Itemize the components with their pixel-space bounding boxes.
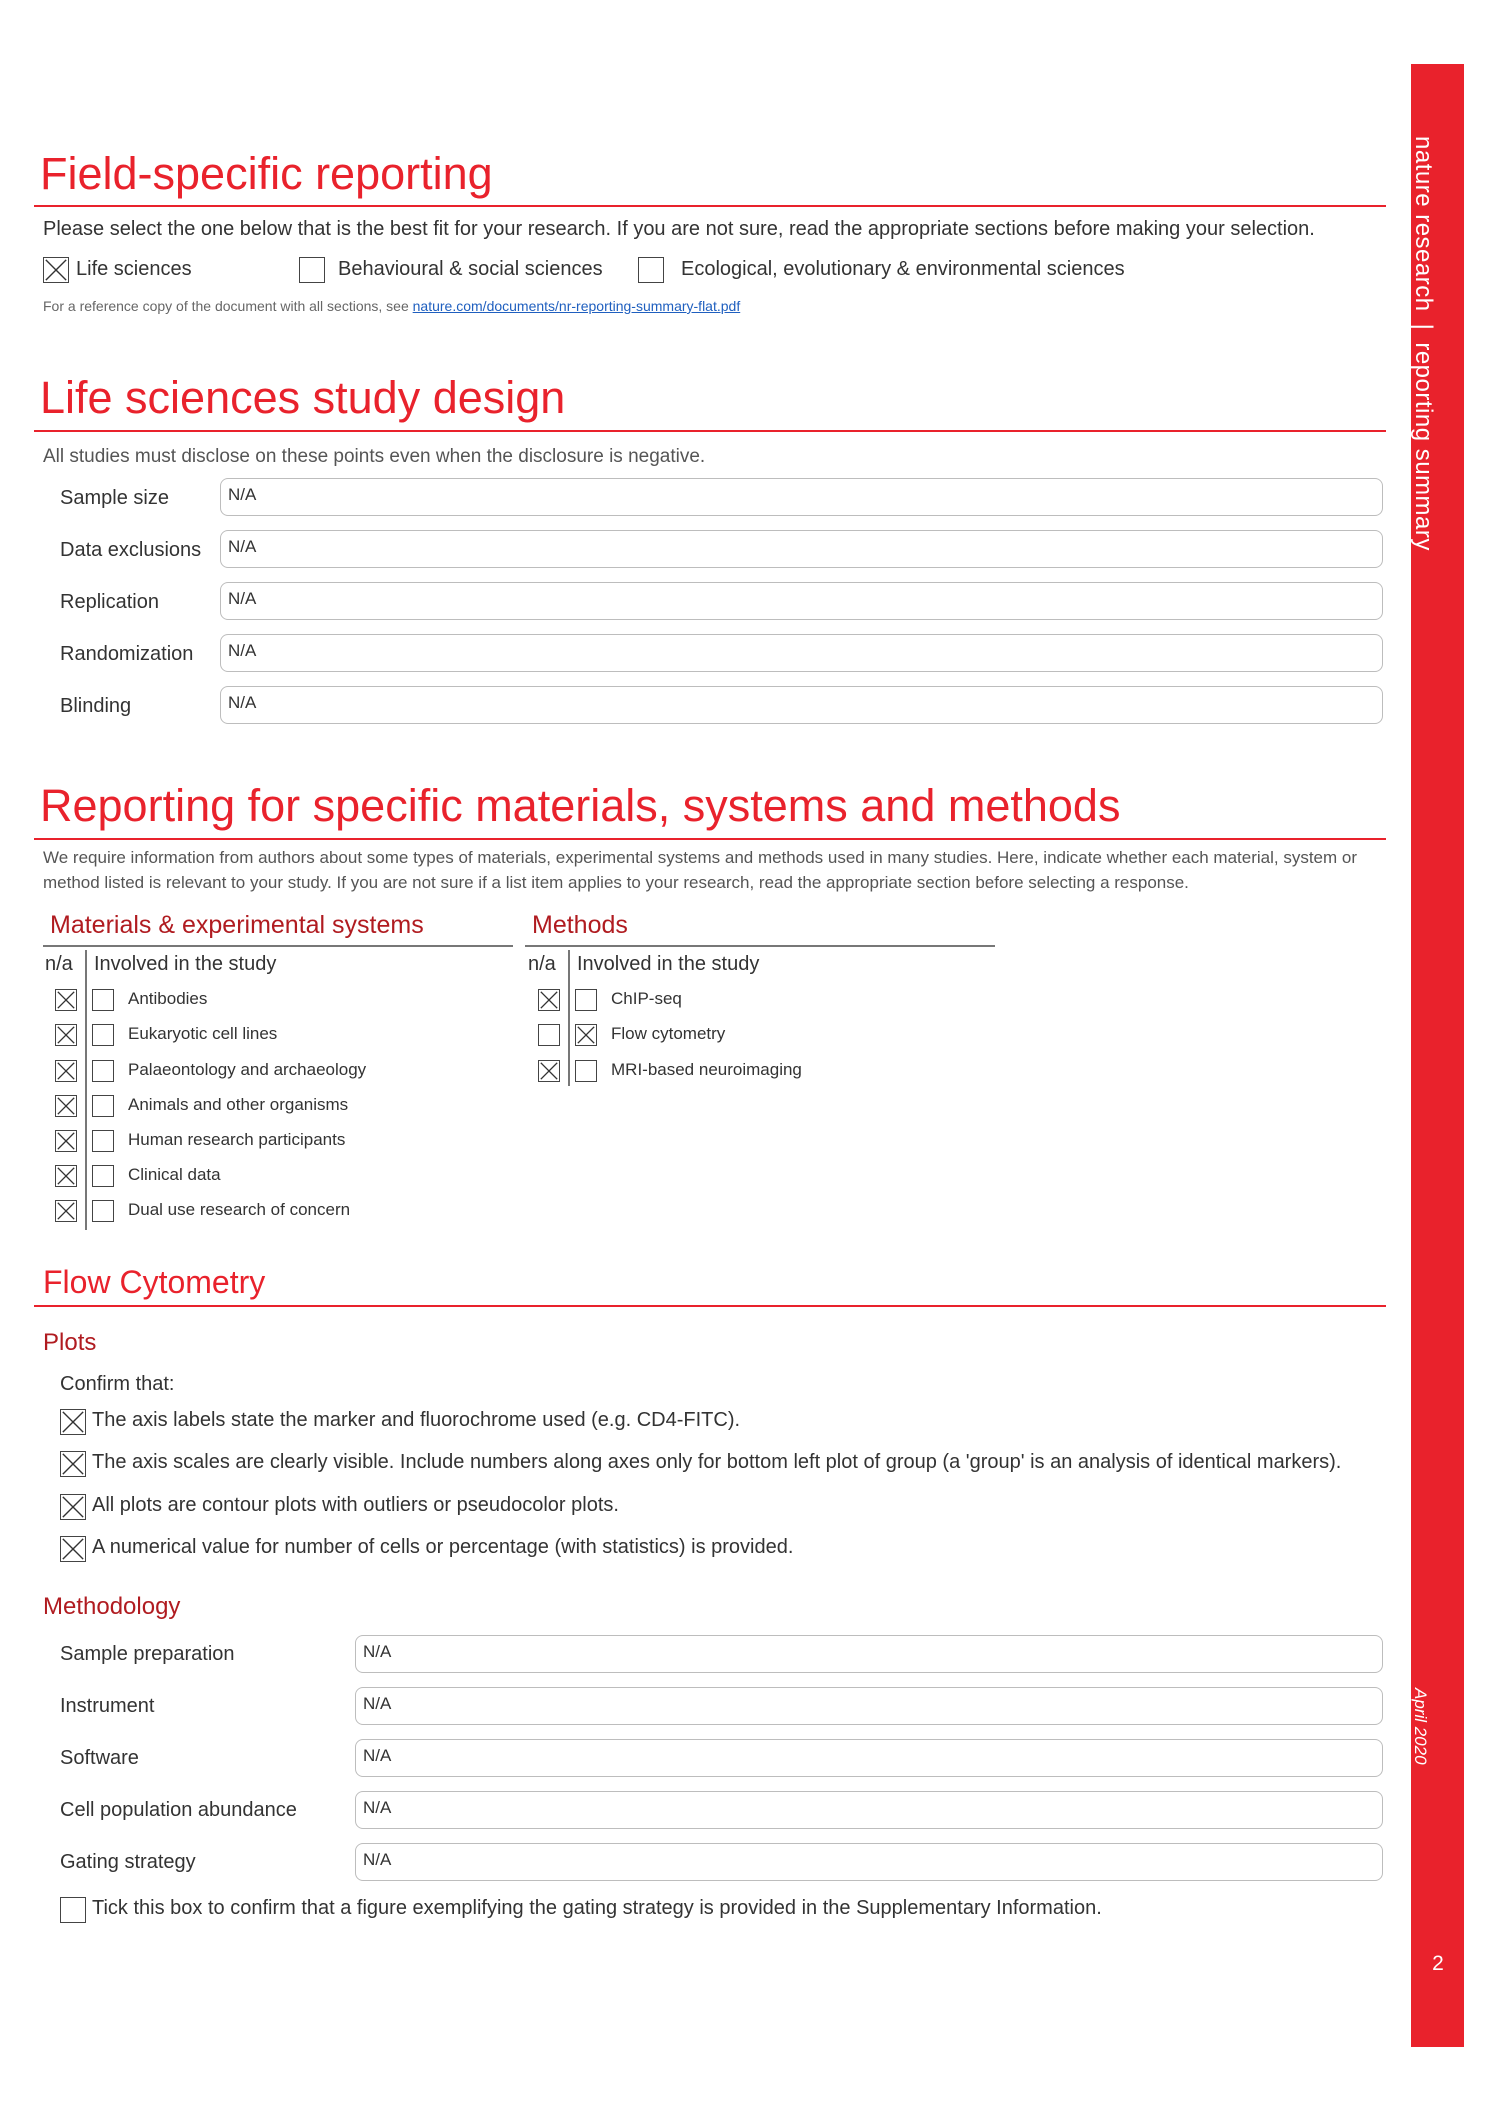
methods-title: Methods	[532, 911, 628, 939]
checkbox-flow-cytometry-na[interactable]	[538, 1024, 560, 1046]
checkbox-ecological[interactable]	[638, 257, 664, 283]
checkbox-clinical-data-na[interactable]	[55, 1165, 77, 1187]
checkbox-plot-numerical[interactable]	[60, 1536, 86, 1562]
label-software: Software	[60, 1747, 139, 1769]
methodology-title: Methodology	[43, 1593, 181, 1620]
plot-confirm-numerical: A numerical value for number of cells or percentage (with statistics) is provided.	[92, 1536, 794, 1558]
gating-figure-confirm: Tick this box to confirm that a figure exemplifying the gating strategy is provided in the Supplementary Information.	[92, 1897, 1102, 1919]
gating-strategy-field[interactable]: N/A	[355, 1843, 1383, 1881]
checkbox-plot-contour[interactable]	[60, 1494, 86, 1520]
checkbox-human-participants-na[interactable]	[55, 1130, 77, 1152]
confirm-label: Confirm that:	[60, 1373, 175, 1395]
item-dual-use: Dual use research of concern	[128, 1200, 351, 1219]
materials-divider	[85, 950, 87, 1230]
item-antibodies: Antibodies	[128, 989, 208, 1008]
materials-rule	[43, 945, 513, 947]
label-data-exclusions: Data exclusions	[60, 539, 202, 561]
brand-name: nature research	[1410, 136, 1437, 312]
materials-col-na: n/a	[45, 953, 73, 975]
instrument-field[interactable]: N/A	[355, 1687, 1383, 1725]
plots-title: Plots	[43, 1329, 97, 1356]
item-flow-cytometry: Flow cytometry	[611, 1024, 726, 1043]
checkbox-mri-na[interactable]	[538, 1060, 560, 1082]
option-label-life-sciences: Life sciences	[76, 258, 192, 280]
brand-separator: |	[1410, 323, 1437, 331]
checkbox-animals-involved[interactable]	[92, 1095, 114, 1117]
section-divider	[34, 1305, 1386, 1307]
checkbox-gating-figure[interactable]	[60, 1897, 86, 1923]
item-eukaryotic-cell-lines: Eukaryotic cell lines	[128, 1024, 278, 1043]
sample-size-field[interactable]: N/A	[220, 478, 1383, 516]
checkbox-chip-seq-involved[interactable]	[575, 989, 597, 1011]
item-clinical-data: Clinical data	[128, 1165, 221, 1184]
checkbox-antibodies-na[interactable]	[55, 989, 77, 1011]
section-title-flow-cytometry: Flow Cytometry	[43, 1264, 266, 1300]
checkbox-cell-lines-na[interactable]	[55, 1024, 77, 1046]
label-sample-size: Sample size	[60, 487, 169, 509]
checkbox-antibodies-involved[interactable]	[92, 989, 114, 1011]
item-animals: Animals and other organisms	[128, 1095, 349, 1114]
label-randomization: Randomization	[60, 643, 194, 665]
replication-field[interactable]: N/A	[220, 582, 1383, 620]
methods-divider	[568, 950, 570, 1086]
checkbox-mri-involved[interactable]	[575, 1060, 597, 1082]
checkbox-life-sciences[interactable]	[43, 257, 69, 283]
label-blinding: Blinding	[60, 695, 132, 717]
item-human-participants: Human research participants	[128, 1130, 346, 1149]
materials-title: Materials & experimental systems	[50, 911, 424, 939]
checkbox-flow-cytometry-involved[interactable]	[575, 1024, 597, 1046]
checkbox-behavioural-social[interactable]	[299, 257, 325, 283]
plot-confirm-axis-scales: The axis scales are clearly visible. Include numbers along axes only for bottom left plot of group (a 'group' is an analysis of identical markers).	[92, 1451, 1342, 1473]
section-title-reporting: Reporting for specific materials, systems and methods	[40, 780, 1121, 831]
label-instrument: Instrument	[60, 1695, 155, 1717]
cell-population-abundance-field[interactable]: N/A	[355, 1791, 1383, 1829]
reference-link[interactable]: nature.com/documents/nr-reporting-summary-flat.pdf	[412, 298, 741, 314]
checkbox-plot-axis-scales[interactable]	[60, 1451, 86, 1477]
blinding-field[interactable]: N/A	[220, 686, 1383, 724]
section-title-field-specific: Field-specific reporting	[40, 148, 493, 199]
checkbox-dual-use-na[interactable]	[55, 1200, 77, 1222]
sidebar-brand	[1409, 136, 1437, 551]
data-exclusions-field[interactable]: N/A	[220, 530, 1383, 568]
label-cell-population-abundance: Cell population abundance	[60, 1799, 297, 1821]
label-gating-strategy: Gating strategy	[60, 1851, 196, 1873]
life-sciences-intro: All studies must disclose on these points even when the disclosure is negative.	[43, 446, 706, 467]
item-palaeontology: Palaeontology and archaeology	[128, 1060, 367, 1079]
checkbox-chip-seq-na[interactable]	[538, 989, 560, 1011]
section-divider	[34, 205, 1386, 207]
label-replication: Replication	[60, 591, 159, 613]
plot-confirm-contour: All plots are contour plots with outliers or pseudocolor plots.	[92, 1494, 619, 1516]
checkbox-human-participants-involved[interactable]	[92, 1130, 114, 1152]
field-instruction: Please select the one below that is the best fit for your research. If you are not sure, read the appropriate sections before making your selection.	[43, 218, 1315, 240]
reference-prefix: For a reference copy of the document with all sections, see	[43, 298, 413, 314]
option-label-ecological: Ecological, evolutionary & environmental sciences	[681, 258, 1125, 280]
checkbox-palaeontology-na[interactable]	[55, 1060, 77, 1082]
methods-col-involved: Involved in the study	[577, 953, 760, 975]
checkbox-palaeontology-involved[interactable]	[92, 1060, 114, 1082]
materials-col-involved: Involved in the study	[94, 953, 277, 975]
reference-note	[43, 298, 740, 314]
software-field[interactable]: N/A	[355, 1739, 1383, 1777]
checkbox-dual-use-involved[interactable]	[92, 1200, 114, 1222]
page-number: 2	[1432, 1952, 1444, 1975]
section-divider	[34, 838, 1386, 840]
sample-preparation-field[interactable]: N/A	[355, 1635, 1383, 1673]
section-title-life-sciences: Life sciences study design	[40, 372, 566, 423]
label-sample-preparation: Sample preparation	[60, 1643, 235, 1665]
checkbox-cell-lines-involved[interactable]	[92, 1024, 114, 1046]
sidebar-date: April 2020	[1411, 1688, 1430, 1765]
checkbox-plot-axis-labels[interactable]	[60, 1409, 86, 1435]
reporting-intro: We require information from authors about some types of materials, experimental systems and methods used in many studies. Here, indicate whether each material, system or method listed is relevant to your study. If you are not sure if a list item applies to your research, read the appropriate section before selecting a response.	[43, 848, 1358, 892]
item-chip-seq: ChIP-seq	[611, 989, 682, 1008]
section-divider	[34, 430, 1386, 432]
checkbox-animals-na[interactable]	[55, 1095, 77, 1117]
plot-confirm-axis-labels: The axis labels state the marker and fluorochrome used (e.g. CD4-FITC).	[92, 1409, 741, 1431]
brand-section: reporting summary	[1410, 342, 1437, 551]
methods-rule	[525, 945, 995, 947]
item-mri: MRI-based neuroimaging	[611, 1060, 802, 1079]
methods-col-na: n/a	[528, 953, 556, 975]
randomization-field[interactable]: N/A	[220, 634, 1383, 672]
checkbox-clinical-data-involved[interactable]	[92, 1165, 114, 1187]
option-label-behavioural-social: Behavioural & social sciences	[338, 258, 603, 280]
